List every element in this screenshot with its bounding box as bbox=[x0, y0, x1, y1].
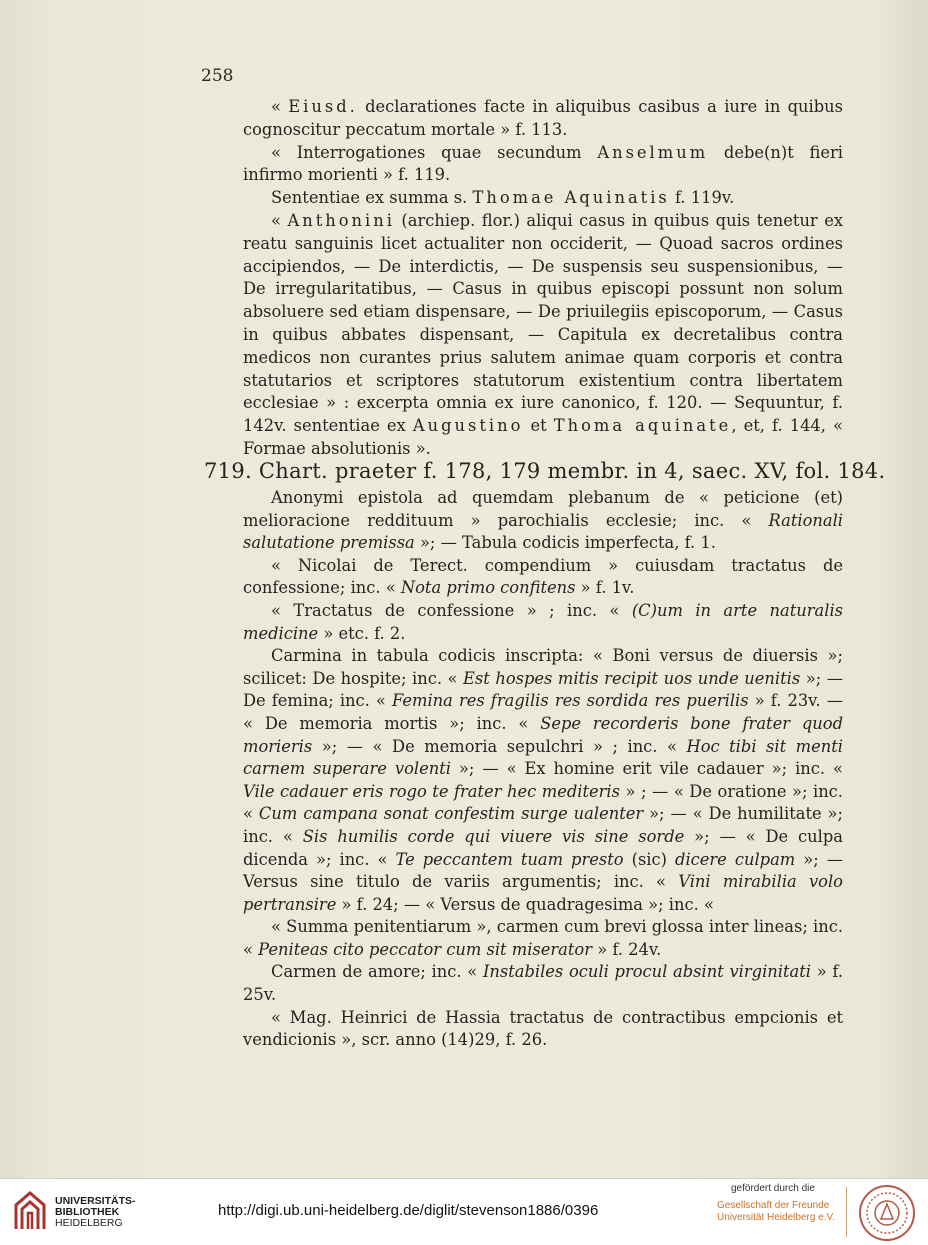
text: et bbox=[523, 416, 554, 436]
text: , et, f. 144, « Formae absolutionis ». bbox=[243, 416, 844, 458]
text: de amore; inc. « bbox=[336, 962, 483, 982]
spaced-word: Carmina bbox=[271, 646, 342, 666]
text: » f. 23v. — « De memoria mortis »; inc. « bbox=[243, 691, 843, 733]
text: »; — « De culpa dicenda »; inc. « bbox=[243, 826, 843, 869]
text: « Interrogationes quae secundum bbox=[271, 142, 598, 162]
divider bbox=[846, 1187, 847, 1237]
page-number: 258 bbox=[201, 66, 234, 86]
incipit: Peniteas cito peccator cum sit miserator bbox=[258, 939, 593, 959]
text-block-top bbox=[243, 96, 843, 461]
text: cum brevi glossa inter lineas; inc. « bbox=[243, 917, 843, 959]
paragraph bbox=[243, 142, 843, 188]
text: Anonymi epistola ad quemdam plebanum de « peticione (et) melioracione reddituum » parochialis ecclesie; inc. « bbox=[243, 488, 843, 530]
text: f. 119v. bbox=[669, 188, 735, 208]
text: « bbox=[271, 210, 288, 230]
spaced-name: Augustino bbox=[412, 416, 524, 436]
text: (archiep. flor.) aliqui casus in quibus quis tenetur ex reatu sanguinis licet actualiter non occiderit, — Quoad sacros ordines accipiendos, — De interdictis, — De suspensis seu suspensionibus, — De irregularitatibus, — Casus in quibus episcopi possunt non solum absoluere sed etiam dispensare, — De priuilegiis episcoporum, — Casus in quibus abbates dispensant, — Capitula ex decretalibus contra medicos non curantes prius salutem animae quam corporis et contra statutarios et scriptores statutorum existentium contra libertatem ecclesiae » : excerpta omnia ex iure canonico, f. 120. — Sequuntur, f. 142v. sententiae ex bbox=[243, 210, 844, 436]
paragraph bbox=[243, 1007, 843, 1052]
incipit: Vile cadauer eris rogo te frater hec mediteris bbox=[243, 781, 620, 801]
incipit: (C)um in arte naturalis medicine bbox=[243, 600, 844, 643]
text: » f. 1v. bbox=[575, 578, 635, 598]
text-block-entry bbox=[243, 487, 843, 1052]
spaced-name: Eiusd. bbox=[288, 97, 358, 116]
incipit: Femina res fragilis res sordida res puerilis bbox=[391, 691, 749, 711]
paragraph bbox=[243, 600, 843, 645]
spaced-name: Thomae Aquinatis bbox=[472, 188, 670, 208]
sponsor-name: Gesellschaft der Freunde bbox=[717, 1200, 830, 1211]
incipit: Instabiles oculi procul absint virginitati bbox=[482, 962, 811, 982]
text: »; — De femina; inc. « bbox=[243, 668, 843, 711]
spaced-name: Anthonini bbox=[287, 210, 395, 230]
incipit: dicere culpam bbox=[675, 849, 796, 869]
text: » f. 24v. bbox=[592, 939, 662, 959]
spaced-name: Anselmum bbox=[597, 142, 709, 162]
incipit: Nota primo confitens bbox=[400, 578, 576, 598]
text: Sententiae ex summa s. bbox=[271, 188, 473, 208]
text: » f. 25v. bbox=[243, 962, 844, 1005]
university-seal-icon bbox=[858, 1184, 916, 1242]
text: « bbox=[271, 555, 298, 575]
incipit: Est hospes mitis recipit uos unde uenitis bbox=[463, 668, 801, 688]
text: »; — Versus sine titulo de variis argumentis; inc. « bbox=[243, 849, 843, 892]
text: »; — « Ex homine erit vile cadauer »; inc. « bbox=[450, 759, 843, 779]
paragraph bbox=[243, 645, 843, 916]
source-url-link[interactable]: http://digi.ub.uni-heidelberg.de/diglit/stevenson1886/0396 bbox=[218, 1202, 599, 1219]
paragraph bbox=[243, 187, 843, 210]
text: debe(n)t fieri infirmo morienti » f. 119. bbox=[243, 142, 844, 185]
text: »; — « De memoria sepulchri » ; inc. « bbox=[312, 736, 687, 756]
library-logo-icon bbox=[12, 1191, 48, 1231]
incipit: Te peccantem tuam presto bbox=[395, 849, 624, 869]
text: tractatus de contractibus empcionis et vendicionis », scr. anno (14)29, f. 26. bbox=[243, 1007, 844, 1050]
text: (sic) bbox=[623, 849, 676, 869]
paragraph bbox=[243, 210, 843, 461]
text: »; — « De humilitate »; inc. « bbox=[243, 804, 843, 846]
paragraph bbox=[243, 487, 843, 555]
spaced-word: Carmen bbox=[271, 962, 337, 982]
incipit: Rationali salutatione premissa bbox=[243, 510, 843, 553]
sponsor-caption: gefördert durch die bbox=[731, 1183, 815, 1194]
text: declarationes facte in aliquibus casibus a iure in quibus cognoscitur peccatum mortale » f. 113. bbox=[243, 97, 843, 139]
paragraph bbox=[243, 916, 843, 961]
text: »; — Tabula codicis imperfecta, f. 1. bbox=[414, 533, 716, 553]
text: « Mag. bbox=[271, 1007, 341, 1027]
footer-bar bbox=[0, 1178, 928, 1245]
paragraph bbox=[243, 961, 843, 1006]
incipit: Sepe recorderis bone frater quod morieris bbox=[243, 713, 843, 756]
library-name-line: UNIVERSITÄTS- bbox=[55, 1195, 136, 1207]
text: » f. 24; — « Versus de quadragesima »; inc. « bbox=[336, 894, 714, 914]
author-name: Nicolai de Terect bbox=[297, 555, 463, 575]
spaced-word: carmen bbox=[496, 917, 559, 937]
author-name: Heinrici de Hassia bbox=[340, 1007, 501, 1027]
text: « Tractatus de confessione » ; inc. « bbox=[271, 600, 632, 620]
text: . compendium » cuiusdam tractatus de confessione; inc. « bbox=[243, 555, 844, 598]
text: in tabula codicis inscripta: « Boni versus de diuersis »; scilicet: De hospite; inc. « bbox=[243, 646, 843, 688]
incipit: Sis humilis corde qui viuere vis sine sorde bbox=[302, 826, 685, 846]
incipit: Hoc tibi sit menti carnem superare volenti bbox=[243, 736, 843, 779]
library-name bbox=[55, 1196, 136, 1229]
sponsor-name: Universität Heidelberg e.V. bbox=[717, 1212, 836, 1223]
text: » etc. f. 2. bbox=[318, 623, 406, 643]
incipit: Vini mirabilia volo pertransire bbox=[243, 872, 843, 914]
paragraph bbox=[243, 96, 843, 142]
spaced-name: Thoma aquinate bbox=[553, 416, 732, 436]
library-name-line: HEIDELBERG bbox=[55, 1217, 123, 1229]
incipit: Cum campana sonat confestim surge ualenter bbox=[258, 804, 644, 824]
library-name-line: BIBLIOTHEK bbox=[55, 1206, 120, 1218]
text: « bbox=[271, 97, 289, 116]
sponsor-text bbox=[717, 1183, 835, 1224]
entry-heading: 719. Chart. praeter f. 178, 179 membr. in 4, saec. XV, fol. 184. bbox=[204, 459, 886, 483]
text: » ; — « De oratione »; inc. « bbox=[243, 781, 843, 824]
paragraph bbox=[243, 555, 843, 600]
text: « Summa penitentiarum », bbox=[271, 917, 497, 937]
